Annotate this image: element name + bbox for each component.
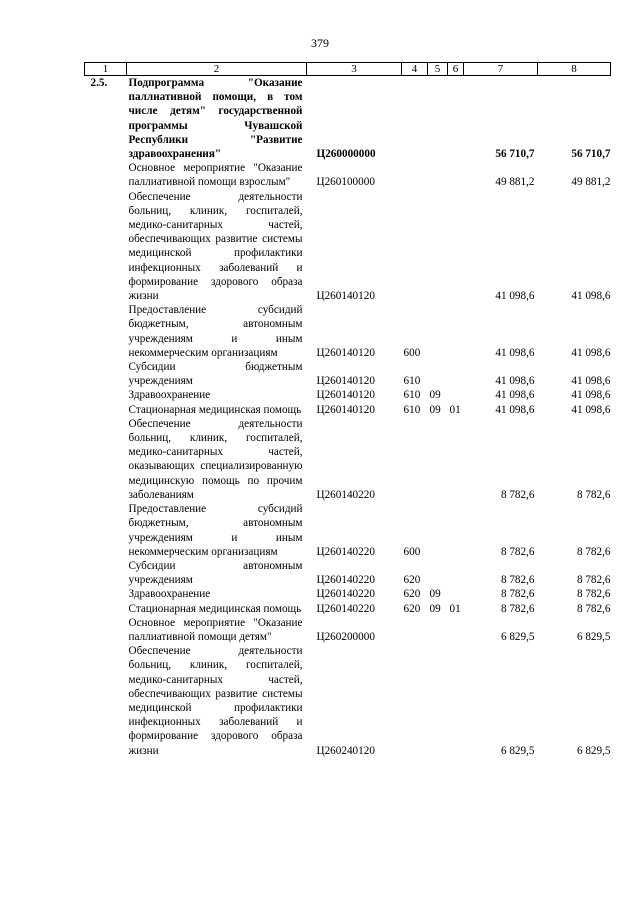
row-amount-col8: 49 881,2 [571, 176, 611, 189]
row-name: Здравоохранение [128, 389, 211, 402]
table-row [85, 644, 611, 758]
row-expense-type: 610 [403, 403, 421, 416]
row-name: Обеспечение деятельности больниц, клиник, госпиталей, медико-санитарных частей, оказывающих специализированную медицинскую помощь по прочим заболеваниям [128, 417, 303, 501]
row-amount-col8: 8 782,6 [576, 574, 611, 587]
row-amount-col8: 6 829,5 [576, 630, 611, 643]
header-col-3: 3 [307, 63, 402, 76]
row-subsection [448, 417, 464, 502]
row-name: Здравоохранение [128, 588, 211, 601]
row-amount-col7: 56 710,7 [495, 148, 535, 161]
row-section: 09 [429, 403, 441, 416]
header-col-5: 5 [428, 63, 448, 76]
row-subsection [448, 559, 464, 587]
row-amount-col8: 41 098,6 [571, 403, 611, 416]
row-section: 09 [429, 588, 441, 601]
row-number [85, 602, 127, 616]
row-number [85, 502, 127, 559]
row-expense-type [402, 190, 428, 304]
row-expense-type [402, 644, 428, 758]
row-subsection [448, 388, 464, 402]
table-row [85, 417, 611, 502]
row-section [428, 559, 448, 587]
header-row [85, 63, 611, 76]
row-amount-col7: 8 782,6 [500, 588, 535, 601]
row-name: Предоставление субсидий бюджетным, автономным учреждениям и иным некоммерческим организациям [128, 503, 303, 558]
table-row [85, 360, 611, 388]
table-row [85, 76, 611, 162]
row-name: Субсидии автономным учреждениям [128, 559, 303, 587]
row-amount-col7: 41 098,6 [495, 389, 535, 402]
header-col-6: 6 [448, 63, 464, 76]
row-subsection [448, 587, 464, 601]
row-section [428, 502, 448, 559]
row-section [428, 161, 448, 189]
row-expense-type [402, 76, 428, 162]
row-name: Основное мероприятие "Оказание паллиативной помощи взрослым" [128, 162, 303, 189]
table-row [85, 602, 611, 616]
table-row [85, 403, 611, 417]
row-amount-col7: 6 829,5 [500, 744, 535, 757]
row-subsection [448, 502, 464, 559]
row-target-code: Ц260140120 [316, 389, 375, 402]
row-expense-type [402, 417, 428, 502]
row-number [85, 644, 127, 758]
header-col-4: 4 [402, 63, 428, 76]
row-target-code: Ц260140220 [316, 545, 375, 558]
row-amount-col7: 49 881,2 [495, 176, 535, 189]
row-amount-col7: 41 098,6 [495, 346, 535, 359]
row-section [428, 190, 448, 304]
row-number [85, 403, 127, 417]
row-name: Подпрограмма "Оказание паллиативной помощи, в том числе детям" государственной программы Чувашской Республики "Развитие здравоохранения" [128, 77, 303, 161]
row-number: 2.5. [90, 77, 108, 89]
row-subsection: 01 [449, 403, 461, 416]
row-name: Стационарная медицинская помощь [128, 602, 302, 615]
row-subsection: 01 [449, 602, 461, 615]
row-section [428, 616, 448, 644]
row-section [428, 644, 448, 758]
table-row [85, 303, 611, 360]
row-number [85, 360, 127, 388]
row-amount-col7: 41 098,6 [495, 375, 535, 388]
row-expense-type: 620 [403, 574, 421, 587]
row-amount-col7: 41 098,6 [495, 290, 535, 303]
row-amount-col7: 8 782,6 [500, 488, 535, 501]
row-name: Обеспечение деятельности больниц, клиник, госпиталей, медико-санитарных частей, обеспечивающих развитие системы медицинской профилактики инфекционных заболеваний и формирование здорового образа жизни [128, 190, 303, 303]
row-subsection [448, 644, 464, 758]
table-row [85, 190, 611, 304]
row-amount-col8: 41 098,6 [571, 346, 611, 359]
row-subsection [448, 616, 464, 644]
row-section [428, 303, 448, 360]
row-expense-type [402, 161, 428, 189]
row-target-code: Ц260000000 [316, 148, 376, 161]
header-col-1: 1 [85, 63, 127, 76]
row-subsection [448, 360, 464, 388]
budget-table [84, 62, 611, 758]
row-target-code: Ц260140120 [316, 346, 375, 359]
row-amount-col8: 6 829,5 [576, 744, 611, 757]
row-number [85, 303, 127, 360]
row-amount-col8: 8 782,6 [576, 602, 611, 615]
row-amount-col7: 6 829,5 [500, 630, 535, 643]
row-name: Стационарная медицинская помощь [128, 403, 302, 416]
row-number [85, 616, 127, 644]
row-expense-type: 610 [403, 389, 421, 402]
row-target-code: Ц260140120 [316, 290, 375, 303]
row-amount-col8: 41 098,6 [571, 290, 611, 303]
row-target-code: Ц260140120 [316, 403, 375, 416]
row-subsection [448, 76, 464, 162]
row-amount-col8: 8 782,6 [576, 488, 611, 501]
row-section [428, 76, 448, 162]
row-section: 09 [429, 389, 441, 402]
row-number [85, 559, 127, 587]
row-number [85, 417, 127, 502]
table-row [85, 616, 611, 644]
row-target-code: Ц260140120 [316, 375, 375, 388]
row-target-code: Ц260140220 [316, 602, 375, 615]
row-expense-type: 620 [403, 588, 421, 601]
row-name: Предоставление субсидий бюджетным, автономным учреждениям и иным некоммерческим организациям [128, 304, 303, 359]
row-target-code: Ц260140220 [316, 488, 375, 501]
table-header [85, 63, 611, 76]
row-amount-col8: 41 098,6 [571, 389, 611, 402]
header-col-2: 2 [127, 63, 307, 76]
row-target-code: Ц260140220 [316, 574, 375, 587]
row-number [85, 190, 127, 304]
table-row [85, 559, 611, 587]
row-amount-col7: 8 782,6 [500, 545, 535, 558]
row-section [428, 417, 448, 502]
table-body [85, 76, 611, 758]
row-amount-col8: 8 782,6 [576, 545, 611, 558]
row-expense-type: 600 [403, 545, 421, 558]
row-subsection [448, 303, 464, 360]
row-target-code: Ц260140220 [316, 588, 375, 601]
row-expense-type [402, 616, 428, 644]
row-amount-col7: 8 782,6 [500, 574, 535, 587]
table-row [85, 388, 611, 402]
row-amount-col8: 8 782,6 [576, 588, 611, 601]
row-name: Обеспечение деятельности больниц, клиник, госпиталей, медико-санитарных частей, обеспечивающих развитие системы медицинской профилактики инфекционных заболеваний и формирование здорового образа жизни [128, 645, 303, 757]
row-target-code: Ц260100000 [316, 176, 375, 189]
row-target-code: Ц260240120 [316, 744, 375, 757]
row-number [85, 388, 127, 402]
table-row [85, 502, 611, 559]
page-number: 379 [311, 36, 329, 50]
row-amount-col8: 56 710,7 [571, 148, 611, 161]
row-expense-type: 610 [403, 375, 421, 388]
row-subsection [448, 161, 464, 189]
row-amount-col8: 41 098,6 [571, 375, 611, 388]
row-section [428, 360, 448, 388]
header-col-8: 8 [538, 63, 611, 76]
row-number [85, 161, 127, 189]
header-col-7: 7 [464, 63, 538, 76]
row-expense-type: 600 [403, 346, 421, 359]
row-target-code: Ц260200000 [316, 630, 375, 643]
row-number [85, 587, 127, 601]
row-amount-col7: 41 098,6 [495, 403, 535, 416]
row-expense-type: 620 [403, 602, 421, 615]
table-row [85, 161, 611, 189]
row-name: Основное мероприятие "Оказание паллиативной помощи детям" [128, 616, 303, 643]
row-name: Субсидии бюджетным учреждениям [128, 361, 303, 388]
row-subsection [448, 190, 464, 304]
row-amount-col7: 8 782,6 [500, 602, 535, 615]
row-section: 09 [429, 602, 441, 615]
table-row [85, 587, 611, 601]
